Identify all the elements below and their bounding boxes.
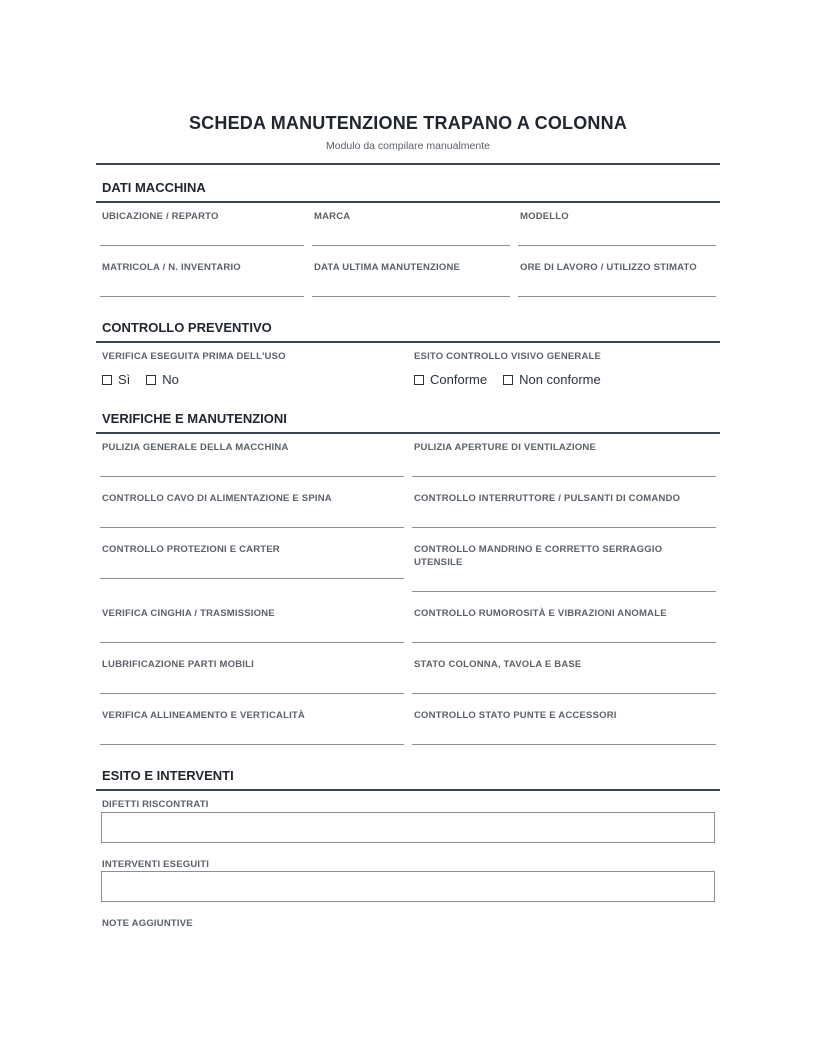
check-label-pulizia-generale: PULIZIA GENERALE DELLA MACCHINA bbox=[102, 442, 289, 453]
checkbox-conforme[interactable]: Conforme bbox=[414, 372, 487, 387]
field-label-modello: MODELLO bbox=[520, 211, 569, 222]
checkbox-si[interactable]: Sì bbox=[102, 372, 130, 387]
check-label-interruttore: CONTROLLO INTERRUTTORE / PULSANTI DI COMANDO bbox=[414, 493, 681, 504]
check-label-rumorosita: CONTROLLO RUMOROSITÀ E VIBRAZIONI ANOMALE bbox=[414, 608, 667, 619]
checkbox-square-icon bbox=[102, 375, 112, 385]
check-line-mandrino[interactable] bbox=[412, 591, 716, 592]
check-line-pulizia-ventilazione[interactable] bbox=[412, 476, 716, 477]
field-line-ore-lavoro[interactable] bbox=[518, 296, 716, 297]
section-title-esito: ESITO E INTERVENTI bbox=[102, 768, 234, 783]
section-rule bbox=[96, 789, 720, 791]
field-label-note: NOTE AGGIUNTIVE bbox=[102, 918, 193, 929]
check-label-cavo-alimentazione: CONTROLLO CAVO DI ALIMENTAZIONE E SPINA bbox=[102, 493, 332, 504]
check-line-interruttore[interactable] bbox=[412, 527, 716, 528]
difetti-textbox[interactable] bbox=[101, 812, 715, 843]
check-line-protezioni[interactable] bbox=[100, 578, 404, 579]
check-line-rumorosita[interactable] bbox=[412, 642, 716, 643]
check-label-stato-colonna: STATO COLONNA, TAVOLA E BASE bbox=[414, 659, 582, 670]
field-label-ore-lavoro: ORE DI LAVORO / UTILIZZO STIMATO bbox=[520, 262, 697, 273]
page-title: SCHEDA MANUTENZIONE TRAPANO A COLONNA bbox=[188, 113, 628, 133]
section-rule bbox=[96, 341, 720, 343]
checkbox-square-icon bbox=[146, 375, 156, 385]
section-title-verifiche: VERIFICHE E MANUTENZIONI bbox=[102, 411, 287, 426]
field-label-interventi: INTERVENTI ESEGUITI bbox=[102, 859, 210, 870]
section-rule bbox=[96, 432, 720, 434]
check-label-lubrificazione: LUBRIFICAZIONE PARTI MOBILI bbox=[102, 659, 254, 670]
check-label-allineamento: VERIFICA ALLINEAMENTO E VERTICALITÀ bbox=[102, 710, 305, 721]
check-line-stato-colonna[interactable] bbox=[412, 693, 716, 694]
esito-visivo-options bbox=[414, 372, 617, 387]
field-label-verifica-uso: VERIFICA ESEGUITA PRIMA DELL'USO bbox=[102, 351, 286, 362]
section-rule bbox=[96, 201, 720, 203]
check-label-cinghia: VERIFICA CINGHIA / TRASMISSIONE bbox=[102, 608, 275, 619]
checkbox-non-conforme[interactable]: Non conforme bbox=[503, 372, 601, 387]
check-label-mandrino: CONTROLLO MANDRINO E CORRETTO SERRAGGIO UTENSILE bbox=[414, 544, 663, 568]
check-label-protezioni: CONTROLLO PROTEZIONI E CARTER bbox=[102, 544, 280, 555]
field-label-difetti: DIFETTI RISCONTRATI bbox=[102, 799, 209, 810]
checkbox-no[interactable]: No bbox=[146, 372, 179, 387]
checkbox-square-icon bbox=[503, 375, 513, 385]
field-line-modello[interactable] bbox=[518, 245, 716, 246]
check-line-lubrificazione[interactable] bbox=[100, 693, 404, 694]
section-title-controllo-preventivo: CONTROLLO PREVENTIVO bbox=[102, 320, 272, 335]
field-label-data-ultima: DATA ULTIMA MANUTENZIONE bbox=[314, 262, 461, 273]
field-line-ubicazione[interactable] bbox=[100, 245, 304, 246]
check-line-punte-accessori[interactable] bbox=[412, 744, 716, 745]
verifica-uso-options bbox=[102, 372, 195, 387]
field-label-esito-visivo: ESITO CONTROLLO VISIVO GENERALE bbox=[414, 351, 602, 362]
section-title-dati-macchina: DATI MACCHINA bbox=[102, 180, 206, 195]
interventi-textbox[interactable] bbox=[101, 871, 715, 902]
field-line-data-ultima[interactable] bbox=[312, 296, 510, 297]
field-line-matricola[interactable] bbox=[100, 296, 304, 297]
check-line-cinghia[interactable] bbox=[100, 642, 404, 643]
check-label-punte-accessori: CONTROLLO STATO PUNTE E ACCESSORI bbox=[414, 710, 617, 721]
field-label-ubicazione: UBICAZIONE / REPARTO bbox=[102, 211, 219, 222]
field-label-marca: MARCA bbox=[314, 211, 351, 222]
check-line-pulizia-generale[interactable] bbox=[100, 476, 404, 477]
header-rule bbox=[96, 163, 720, 165]
checkbox-square-icon bbox=[414, 375, 424, 385]
page-subtitle: Modulo da compilare manualmente bbox=[325, 140, 490, 152]
field-line-marca[interactable] bbox=[312, 245, 510, 246]
check-line-allineamento[interactable] bbox=[100, 744, 404, 745]
check-label-pulizia-ventilazione: PULIZIA APERTURE DI VENTILAZIONE bbox=[414, 442, 596, 453]
check-line-cavo-alimentazione[interactable] bbox=[100, 527, 404, 528]
field-label-matricola: MATRICOLA / N. INVENTARIO bbox=[102, 262, 241, 273]
